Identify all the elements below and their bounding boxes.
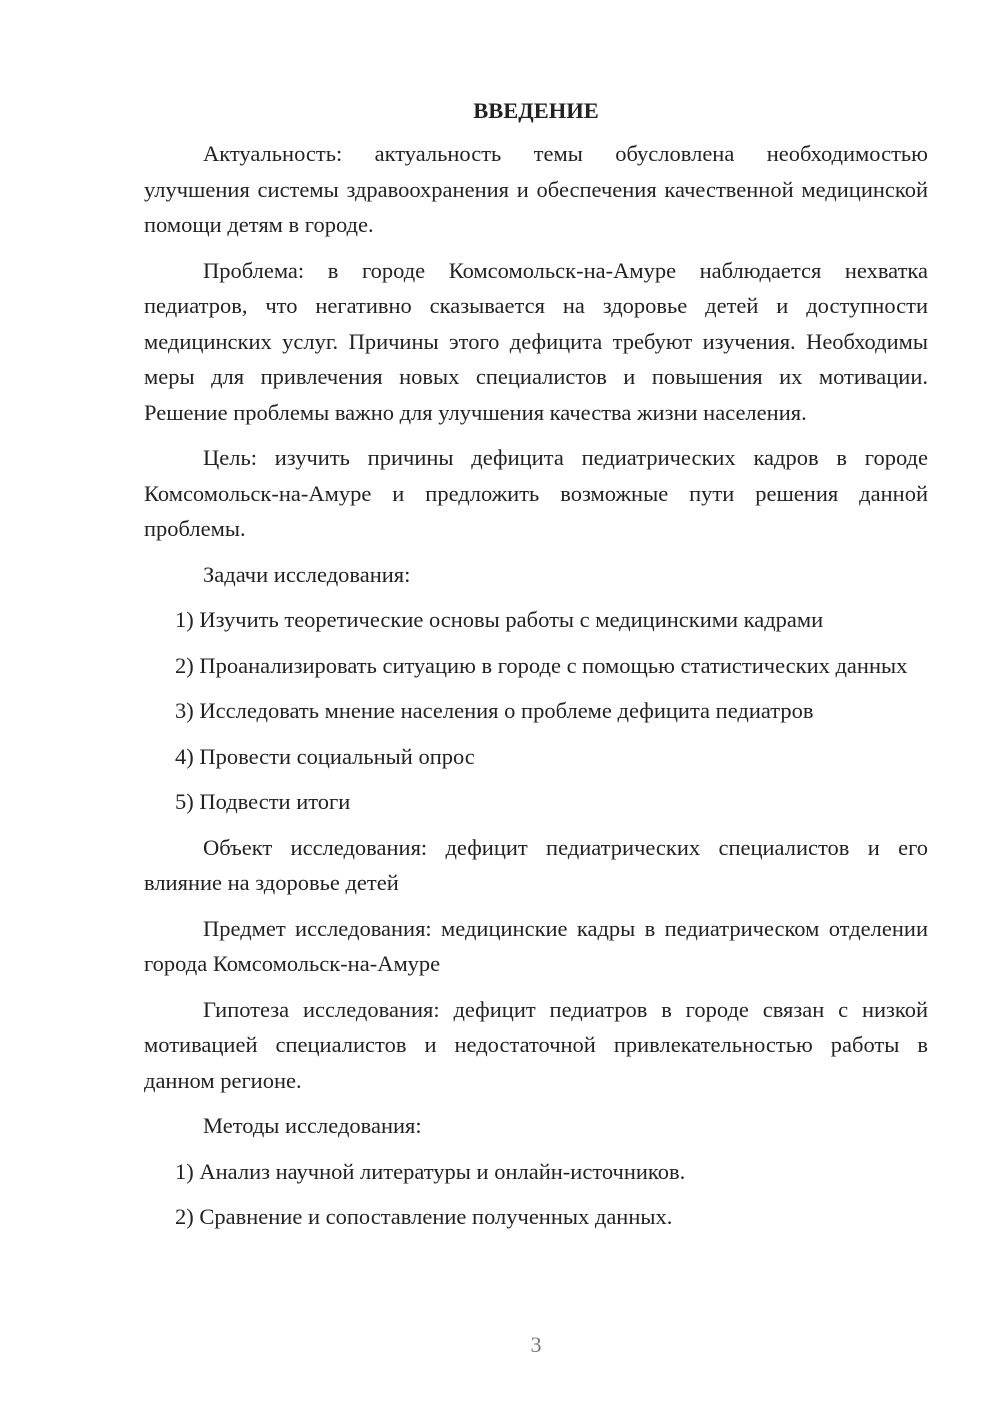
method-item: 1) Анализ научной литературы и онлайн-источников. [175, 1158, 686, 1184]
task-item: 3) Исследовать мнение населения о проблеме дефицита педиатров [175, 698, 814, 723]
object-paragraph: Объект исследования: дефицит педиатрических специалистов и его влияние на здоровье детей [144, 834, 928, 895]
task-item: 2) Проанализировать ситуацию в городе с помощью статистических данных [175, 652, 908, 678]
task-item: 4) Провести социальный опрос [175, 743, 475, 769]
goal-paragraph: Цель: изучить причины дефицита педиатрических кадров в городе Комсомольск-на-Амуре и предложить возможные пути решения данной проблемы. [144, 445, 928, 541]
task-item: 5) Подвести итоги [175, 789, 351, 814]
hypothesis-paragraph: Гипотеза исследования: дефицит педиатров в городе связан с низкой мотивацией специалистов и недостаточной привлекательностью работы в данном регионе. [144, 996, 928, 1093]
document-page [144, 96, 928, 1245]
relevance-paragraph: Актуальность: актуальность темы обусловлена необходимостью улучшения системы здравоохранения и обеспечения качественной медицинской помощи детям в городе. [144, 141, 928, 237]
task-item: 1) Изучить теоретические основы работы с медицинскими кадрами [175, 607, 824, 632]
problem-paragraph: Проблема: в городе Комсомольск-на-Амуре наблюдается нехватка педиатров, что негативно сказывается на здоровье детей и доступности медицинских услуг. Причины этого дефицита требуют изучения. Необходимы меры для привлечения новых специалистов и повышения их мотивации. Решение проблемы важно для улучшения качества жизни населения. [144, 257, 928, 425]
page-number: 3 [530, 1332, 542, 1357]
methods-title: Методы исследования: [203, 1113, 422, 1138]
section-heading: ВВЕДЕНИЕ [473, 98, 599, 123]
method-item: 2) Сравнение и сопоставление полученных данных. [175, 1204, 673, 1229]
tasks-title: Задачи исследования: [203, 561, 411, 587]
subject-paragraph: Предмет исследования: медицинские кадры в педиатрическом отделении города Комсомольск-на-Амуре [144, 915, 928, 976]
